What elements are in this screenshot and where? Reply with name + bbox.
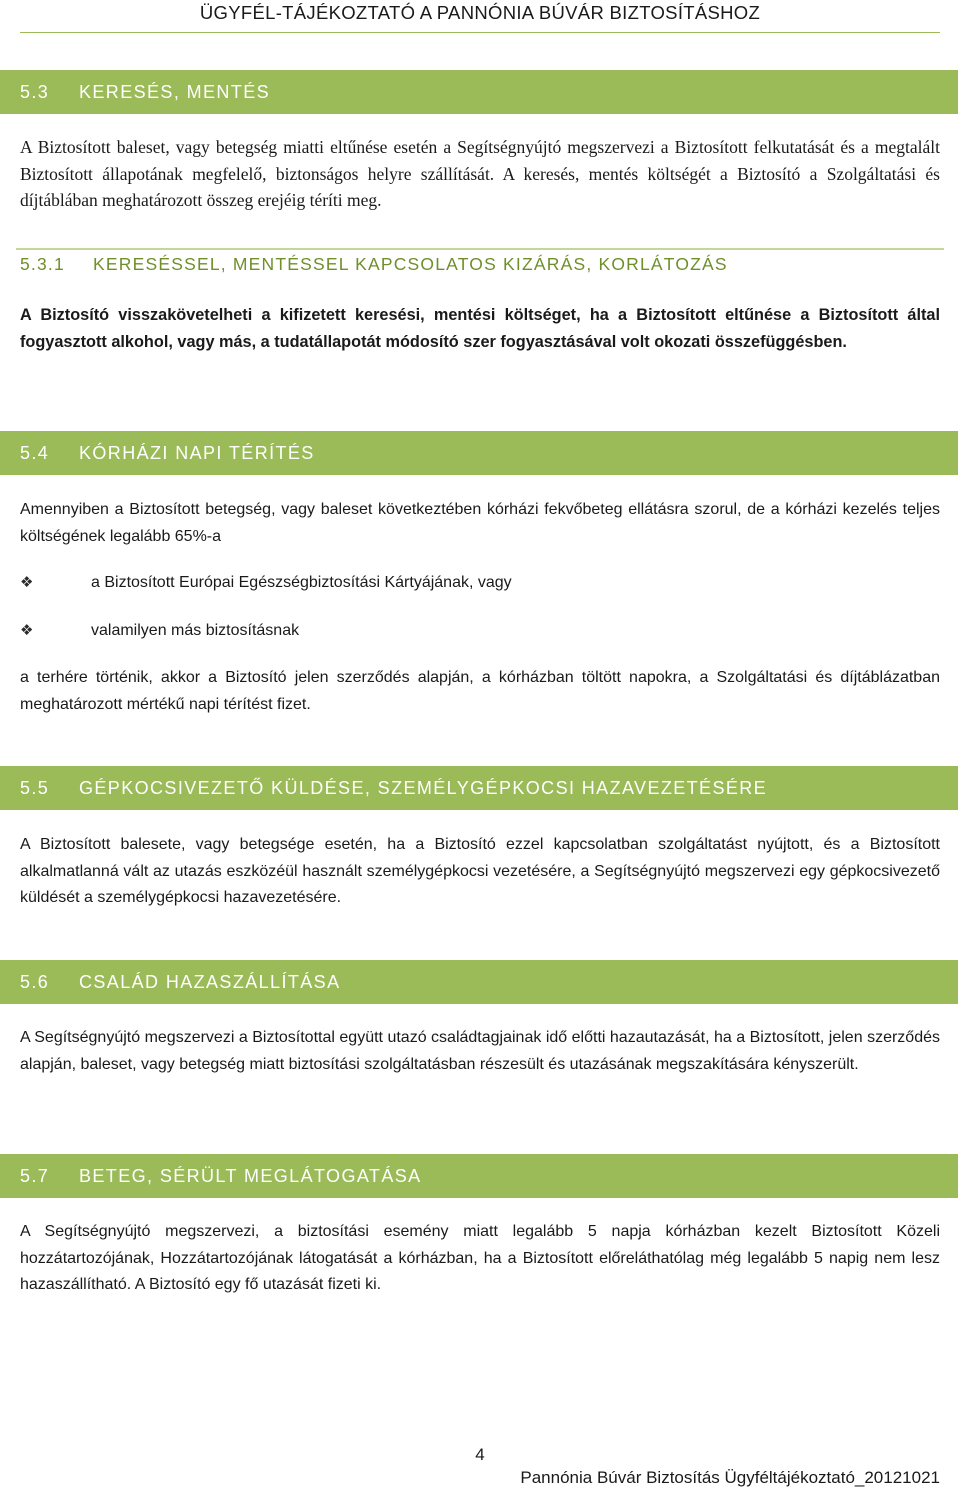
subsection-number: 5.3.1 xyxy=(20,254,65,274)
page-number: 4 xyxy=(475,1445,485,1464)
section-heading-5-5 xyxy=(0,766,958,810)
section-heading-5-6 xyxy=(0,960,958,1004)
diamond-bullet-icon: ❖ xyxy=(20,622,34,639)
header-divider xyxy=(20,32,940,33)
page-header: ÜGYFÉL-TÁJÉKOZTATÓ A PANNÓNIA BÚVÁR BIZTOSÍTÁSHOZ xyxy=(199,2,761,23)
section-number: 5.4 xyxy=(20,443,50,463)
section-number: 5.5 xyxy=(20,778,50,798)
section-heading-5-4 xyxy=(0,431,958,475)
section-title: BETEG, SÉRÜLT MEGLÁTOGATÁSA xyxy=(79,1166,422,1186)
section-title: KERESÉS, MENTÉS xyxy=(79,82,271,102)
section-outro-5-4: a terhére történik, akkor a Biztosító jelen szerződés alapján, a kórházban töltött napokra, a Szolgáltatási és díjtáblázatban meghatározott mértékű napi térítést fizet. xyxy=(20,669,940,713)
subsection-title: KERESÉSSEL, MENTÉSSEL KAPCSOLATOS KIZÁRÁS, KORLÁTOZÁS xyxy=(93,254,728,274)
section-intro-5-4: Amennyiben a Biztosított betegség, vagy baleset következtében kórházi fekvőbeteg ellátásra szorul, de a kórházi kezelés teljes költségének legalább 65%-a xyxy=(20,501,940,545)
section-title: CSALÁD HAZASZÁLLÍTÁSA xyxy=(79,972,341,992)
section-body-5-6: A Segítségnyújtó megszervezi a Biztosítottal együtt utazó családtagjainak idő előtti hazautazását, ha a Biztosított, jelen szerződés alapján, baleset, vagy betegség miatt biztosítási szolgáltatásban részesült és utazásának megszakítására kényszerült. xyxy=(20,1029,940,1073)
diamond-bullet-icon: ❖ xyxy=(20,574,34,591)
section-title: GÉPKOCSIVEZETŐ KÜLDÉSE, SZEMÉLYGÉPKOCSI HAZAVEZETÉSÉRE xyxy=(79,778,768,798)
section-title: KÓRHÁZI NAPI TÉRÍTÉS xyxy=(79,443,315,463)
section-number: 5.3 xyxy=(20,82,50,102)
section-body-5-5: A Biztosított balesete, vagy betegsége esetén, ha a Biztosító ezzel kapcsolatban szolgáltatást nyújtott, és a Biztosított alkalmatlanná vált az utazás eszközéül használt személygépkocsi vezetésére, a Segítségnyújtó megszervezi egy gépkocsivezető küldését a személygépkocsi hazavezetésére. xyxy=(20,836,940,906)
subsection-body-5-3-1: A Biztosító visszakövetelheti a kifizetett keresési, mentési költséget, ha a Biztosított eltűnése a Biztosított által fogyasztott alkohol, vagy más, a tudatállapotát módosító szer fogyasztásával volt okozati összefüggésben. xyxy=(20,306,940,351)
section-heading-5-7 xyxy=(0,1154,958,1198)
section-body-5-3: A Biztosított baleset, vagy betegség miatti eltűnése esetén a Segítségnyújtó megszervezi a Biztosított felkutatását és a megtalált Biztosított állapotának megfelelő, biztonságos helyre szállítását. A keresés, mentés költségét a Biztosító a Szolgáltatási és díjtáblában meghatározott összeg erejéig téríti meg. xyxy=(20,137,940,210)
section-number: 5.6 xyxy=(20,972,50,992)
section-body-5-7: A Segítségnyújtó megszervezi, a biztosítási esemény miatt legalább 5 napja kórházban kezelt Biztosított Közeli hozzátartozójának, Hozzátartozójának látogatását a kórházban, ha a Biztosított előreláthatólag még legalább 5 napig nem lesz hazaszállítható. A Biztosító egy fő utazását fizeti ki. xyxy=(20,1223,940,1293)
footer-document-id: Pannónia Búvár Biztosítás Ügyféltájékoztató_20121021 xyxy=(520,1468,940,1487)
list-item-text: valamilyen más biztosításnak xyxy=(91,622,300,639)
list-item-text: a Biztosított Európai Egészségbiztosítási Kártyájának, vagy xyxy=(91,574,512,591)
section-number: 5.7 xyxy=(20,1166,50,1186)
section-heading-5-3 xyxy=(0,70,958,114)
